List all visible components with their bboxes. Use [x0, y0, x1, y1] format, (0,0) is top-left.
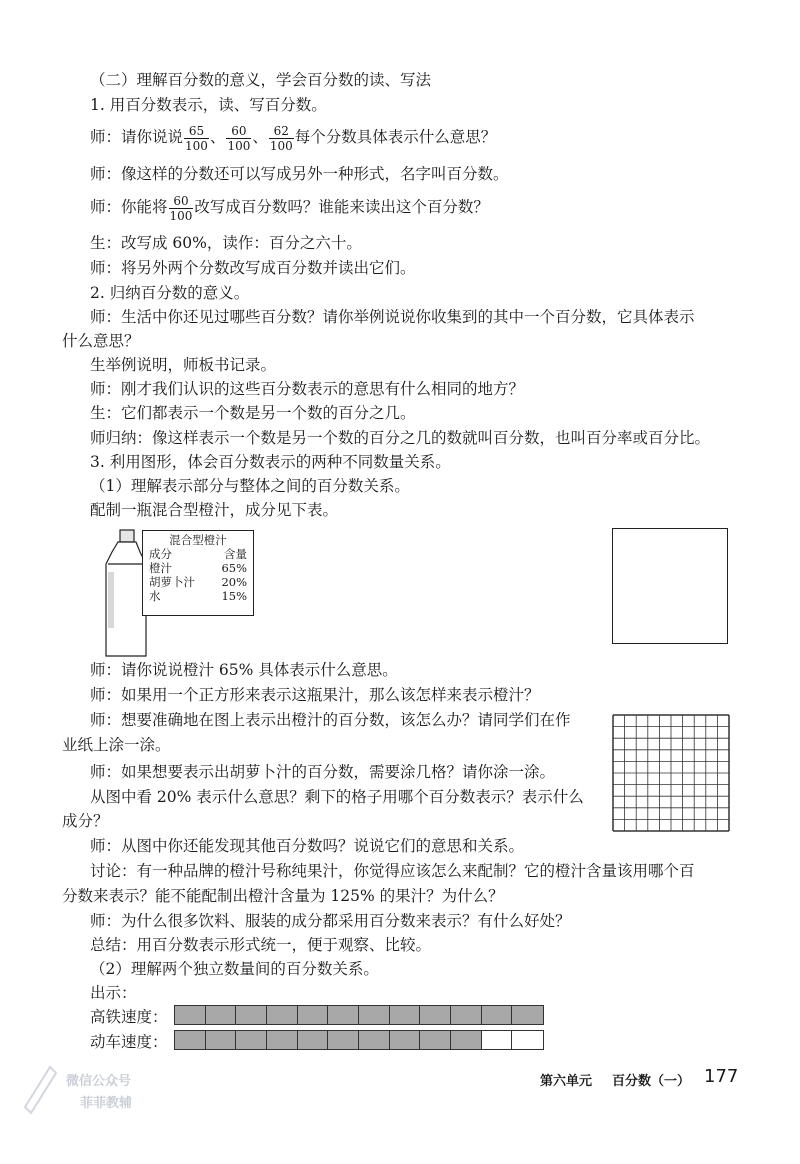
bar-segment-filled	[390, 1006, 421, 1024]
bar-segment-filled	[236, 1031, 267, 1049]
question-9-line-2: 业纸上涂一涂。	[62, 736, 171, 754]
fraction-numerator: 65	[184, 124, 209, 139]
bar-segment-filled	[175, 1006, 206, 1024]
question-6: 师：刚才我们认识的这些百分数表示的意思有什么相同的地方？	[90, 380, 525, 398]
ingredient-name: 橙汁	[149, 561, 172, 575]
question-11-line-1: 从图中看 20% 表示什么意思？剩下的格子用哪个百分数表示？表示什么	[90, 788, 584, 806]
bar-segment-filled	[359, 1031, 390, 1049]
question-12: 师：从图中你还能发现其他百分数吗？说说它们的意思和关系。	[90, 837, 525, 855]
header-ingredient: 成分	[149, 547, 172, 561]
fraction-denominator: 100	[169, 208, 193, 223]
bar-segment-filled	[482, 1006, 513, 1024]
answer-1: 生：改写成 60%，读作：百分之六十。	[90, 234, 362, 252]
item-1-title: 1. 用百分数表示，读、写百分数。	[90, 96, 327, 114]
fraction-60-100	[226, 124, 251, 153]
bar-segment-filled	[328, 1031, 359, 1049]
juice-label-header	[149, 547, 247, 561]
bar-segment-filled	[451, 1031, 482, 1049]
bar-segment-filled	[206, 1006, 237, 1024]
paragraph-2: 配制一瓶混合型橙汁，成分见下表。	[90, 501, 339, 519]
ingredient-name: 水	[149, 589, 161, 603]
question-3	[90, 190, 489, 224]
ingredient-value: 65%	[221, 561, 247, 575]
bar-segment-filled	[359, 1006, 390, 1024]
fraction-denominator: 100	[269, 138, 293, 153]
bar-segment-filled	[175, 1031, 206, 1049]
question-4: 师：将另外两个分数改写成百分数并读出它们。	[90, 259, 416, 277]
bar-segment-empty	[482, 1031, 513, 1049]
question-11-line-2: 成分？	[62, 812, 109, 830]
fraction-denominator: 100	[185, 138, 208, 153]
question-7: 师：请你说说橙汁 65% 具体表示什么意思。	[90, 661, 398, 679]
bar-segment-filled	[512, 1006, 543, 1024]
bar-segment-filled	[236, 1006, 267, 1024]
juice-label-row	[149, 561, 247, 575]
fraction-numerator: 60	[169, 194, 194, 209]
footer-chapter: 百分数（一）	[612, 1074, 691, 1089]
fraction-62-100	[269, 124, 294, 153]
separator: 、	[252, 128, 268, 146]
bar-segment-filled	[298, 1031, 329, 1049]
bar-segment-filled	[420, 1006, 451, 1024]
juice-label-row	[149, 575, 247, 589]
bar-segment-filled	[298, 1006, 329, 1024]
juice-label-title: 混合型橙汁	[169, 533, 227, 547]
bar-segment-filled	[390, 1031, 421, 1049]
header-content: 含量	[224, 547, 247, 561]
watermark-line-2: 菲菲教辅	[80, 1096, 133, 1111]
section-title: （二）理解百分数的意义，学会百分数的读、写法	[90, 71, 432, 89]
ingredient-value: 20%	[221, 575, 247, 589]
discussion-line-2: 分数来表示？能不能配制出橙汁含量为 125% 的果汁？为什么？	[62, 887, 504, 905]
question-5-line-1: 师：生活中你还见过哪些百分数？请你举例说说你收集到的其中一个百分数，它具体表示	[90, 308, 695, 326]
bar-segment-filled	[451, 1006, 482, 1024]
show-label: 出示：	[90, 984, 137, 1002]
bottle-icon	[106, 530, 146, 656]
watermark-line-1: 微信公众号	[66, 1074, 132, 1089]
bar-segment-filled	[267, 1006, 298, 1024]
q1-prefix: 师：请你说说	[90, 128, 184, 146]
hundred-grid-diagram	[612, 714, 730, 832]
separator: 、	[209, 128, 226, 146]
pen-icon	[20, 1055, 60, 1115]
summary-2: 总结：用百分数表示形式统一，便于观察、比较。	[90, 936, 432, 954]
item-2-title: 2. 归纳百分数的意义。	[90, 284, 250, 302]
ingredient-value: 15%	[221, 589, 247, 603]
footer-unit: 第六单元	[540, 1074, 593, 1089]
empty-square-diagram	[612, 528, 728, 644]
juice-label-row	[149, 589, 247, 603]
q3-suffix: 改写成百分数吗？谁能来读出这个百分数？	[194, 198, 489, 216]
high-speed-bar	[174, 1005, 544, 1025]
question-5-line-2: 什么意思？	[62, 332, 140, 350]
page-number: 177	[704, 1066, 739, 1087]
question-13: 师：为什么很多饮料、服装的成分都采用百分数来表示？有什么好处？	[90, 912, 571, 930]
bar-label-high-speed: 高铁速度：	[90, 1008, 168, 1026]
bar-segment-filled	[267, 1031, 298, 1049]
bar-segment-filled	[420, 1031, 451, 1049]
q3-prefix: 师：你能将	[90, 198, 168, 216]
question-9-line-1: 师：想要准确地在图上表示出橙汁的百分数，该怎么办？请同学们在作	[90, 711, 571, 729]
fraction-60-100-b	[169, 194, 194, 223]
summary-1: 师归纳：像这样表示一个数是另一个数的百分之几的数就叫百分数，也叫百分率或百分比。	[90, 429, 711, 447]
answer-2: 生：它们都表示一个数是另一个数的百分之几。	[90, 404, 416, 422]
question-8: 师：如果用一个正方形来表示这瓶果汁，那么该怎样来表示橙汁？	[90, 686, 540, 704]
item-3-title: 3. 利用图形，体会百分数表示的两种不同数量关系。	[90, 453, 451, 471]
question-fractions	[90, 120, 496, 154]
subsection-1-title: （1）理解表示部分与整体之间的百分数关系。	[90, 477, 410, 495]
bar-segment-empty	[512, 1031, 543, 1049]
fraction-numerator: 60	[226, 124, 251, 139]
ingredient-name: 胡萝卜汁	[149, 575, 195, 589]
fraction-numerator: 62	[269, 124, 294, 139]
bar-segment-filled	[328, 1006, 359, 1024]
question-10: 师：如果想要表示出胡萝卜汁的百分数，需要涂几格？请你涂一涂。	[90, 763, 556, 781]
fraction-65-100	[184, 124, 209, 153]
bullet-train-bar	[174, 1030, 544, 1050]
subsection-2-title: （2）理解两个独立数量间的百分数关系。	[90, 960, 379, 978]
q1-suffix: 每个分数具体表示什么意思？	[294, 128, 497, 146]
bar-label-bullet-train: 动车速度：	[90, 1033, 168, 1051]
fraction-denominator: 100	[227, 138, 251, 153]
paragraph-1: 生举例说明，师板书记录。	[90, 356, 277, 374]
bar-segment-filled	[206, 1031, 237, 1049]
discussion-line-1: 讨论：有一种品牌的橙汁号称纯果汁，你觉得应该怎么来配制？它的橙汁含量该用哪个百	[90, 862, 695, 880]
question-2: 师：像这样的分数还可以写成另外一种形式，名字叫百分数。	[90, 165, 509, 183]
juice-label-card	[142, 530, 254, 616]
